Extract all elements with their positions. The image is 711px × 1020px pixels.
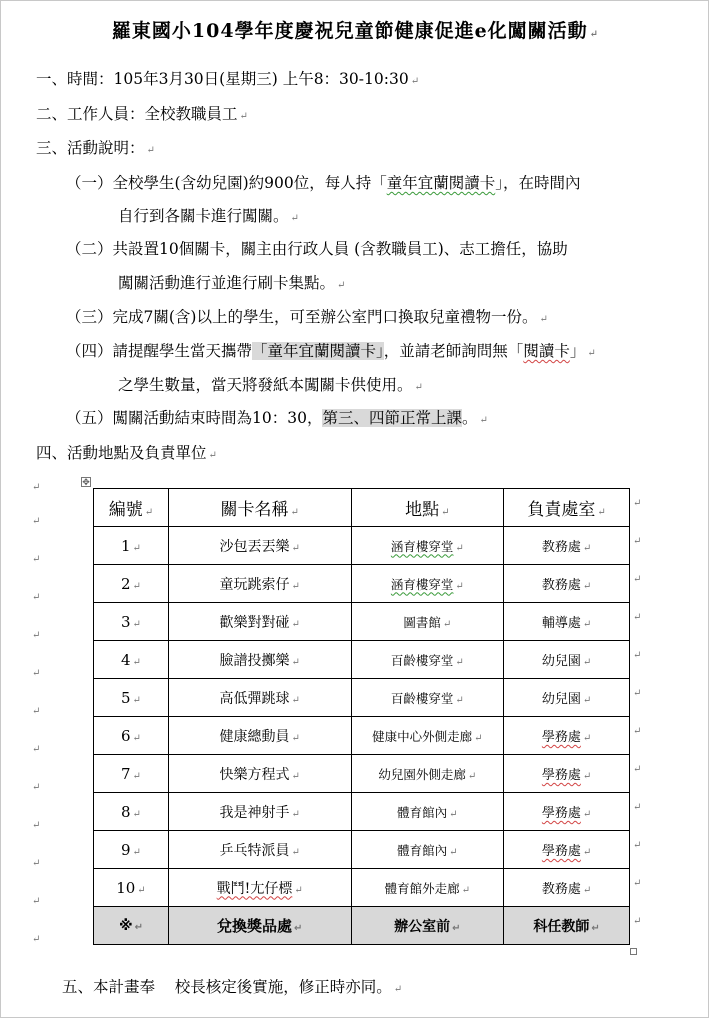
section-plan: 五、本計畫奉 校長核定後實施，修正時亦同。 ↵ xyxy=(62,978,403,996)
cell-location: 體育館內 ↵ xyxy=(351,831,504,869)
table-row-prize xyxy=(94,907,630,945)
table-row xyxy=(94,641,630,679)
row-end-mark: ↵ xyxy=(633,650,642,661)
cell-station-name: 快樂方程式 ↵ xyxy=(168,755,351,793)
item-2: （二）共設置10個關卡，關主由行政人員 (含教職員工)、志工擔任，協助 xyxy=(66,240,568,258)
table-move-handle-icon[interactable]: ✥ xyxy=(82,478,90,488)
cell-office: 教務處 ↵ xyxy=(504,869,630,907)
item-5: （五）闖關活動結束時間為10：30，第三、四節正常上課。 ↵ xyxy=(66,409,488,427)
cell-location: 體育館外走廊 ↵ xyxy=(351,869,504,907)
item-2-continued: 闖關活動進行並進行刷卡集點。 ↵ xyxy=(118,274,346,292)
cell-station-name: 兌換獎品處 ↵ xyxy=(168,907,351,945)
paragraph-mark: ↵ xyxy=(32,744,41,755)
item-4: （四）請提醒學生當天攜帶「童年宜蘭閱讀卡」，並請老師詢問無「閱讀卡」 ↵ xyxy=(66,342,596,360)
header-cell-office: 負責處室 ↵ xyxy=(504,489,630,527)
row-end-mark: ↵ xyxy=(633,916,642,927)
cell-office: 教務處 ↵ xyxy=(504,565,630,603)
cell-station-name: 歡樂對對碰 ↵ xyxy=(168,603,351,641)
item-4-continued: 之學生數量，當天將發紙本闖關卡供使用。 ↵ xyxy=(118,376,423,394)
cell-office: 幼兒園 ↵ xyxy=(504,679,630,717)
table-row xyxy=(94,793,630,831)
paragraph-mark: ↵ xyxy=(32,896,41,907)
paragraph-mark: ↵ xyxy=(32,858,41,869)
item-1-continued: 自行到各關卡進行闖關。 ↵ xyxy=(118,207,299,225)
cell-station-name: 健康總動員 ↵ xyxy=(168,717,351,755)
table-row xyxy=(94,679,630,717)
cell-office: 學務處 ↵ xyxy=(504,755,630,793)
row-end-mark: ↵ xyxy=(633,802,642,813)
row-end-mark: ↵ xyxy=(633,536,642,547)
paragraph-mark: ↵ xyxy=(32,516,41,527)
cell-number: 8 ↵ xyxy=(94,793,169,831)
cell-office: 輔導處 ↵ xyxy=(504,603,630,641)
section-description: 三、活動說明： ↵ xyxy=(36,139,155,157)
cell-number: 4 ↵ xyxy=(94,641,169,679)
header-cell-location: 地點 ↵ xyxy=(351,489,504,527)
cell-office: 教務處 ↵ xyxy=(504,527,630,565)
cell-station-name: 童玩跳索仔 ↵ xyxy=(168,565,351,603)
header-cell-station-name: 關卡名稱 ↵ xyxy=(168,489,351,527)
section-place: 四、活動地點及負責單位 ↵ xyxy=(36,444,217,462)
row-end-mark: ↵ xyxy=(633,878,642,889)
paragraph-mark: ↵ xyxy=(32,706,41,717)
row-end-mark: ↵ xyxy=(633,612,642,623)
cell-office: 幼兒園 ↵ xyxy=(504,641,630,679)
cell-station-name: 高低彈跳球 ↵ xyxy=(168,679,351,717)
table-row xyxy=(94,869,630,907)
table-row xyxy=(94,755,630,793)
cell-number: 6 ↵ xyxy=(94,717,169,755)
cell-station-name: 乒乓特派員 ↵ xyxy=(168,831,351,869)
header-cell-number: 編號 ↵ xyxy=(94,489,169,527)
cell-location: 幼兒園外側走廊 ↵ xyxy=(351,755,504,793)
table-row xyxy=(94,831,630,869)
paragraph-mark: ↵ xyxy=(32,668,41,679)
paragraph-mark: ↵ xyxy=(32,554,41,565)
cell-office: 科任教師 ↵ xyxy=(504,907,630,945)
cell-location: 健康中心外側走廊 ↵ xyxy=(351,717,504,755)
paragraph-mark: ↵ xyxy=(32,630,41,641)
cell-number: 2 ↵ xyxy=(94,565,169,603)
table-resize-handle[interactable] xyxy=(630,948,637,955)
paragraph-mark: ↵ xyxy=(32,592,41,603)
cell-number: 7 ↵ xyxy=(94,755,169,793)
cell-location: 辦公室前 ↵ xyxy=(351,907,504,945)
paragraph-mark: ↵ xyxy=(32,934,41,945)
cell-location: 體育館內 ↵ xyxy=(351,793,504,831)
row-end-mark: ↵ xyxy=(633,688,642,699)
paragraph-mark: ↵ xyxy=(32,820,41,831)
table-header-row xyxy=(94,489,630,527)
cell-location: 百齡樓穿堂 ↵ xyxy=(351,641,504,679)
table-row xyxy=(94,527,630,565)
table-row xyxy=(94,717,630,755)
section-staff: 二、工作人員：全校教職員工 ↵ xyxy=(36,105,248,123)
cell-location: 圖書館 ↵ xyxy=(351,603,504,641)
station-table xyxy=(93,488,630,945)
cell-location: 涵育樓穿堂 ↵ xyxy=(351,527,504,565)
cell-station-name: 沙包丟丟樂 ↵ xyxy=(168,527,351,565)
table-row xyxy=(94,565,630,603)
row-end-mark: ↵ xyxy=(633,498,642,509)
cell-station-name: 我是神射手 ↵ xyxy=(168,793,351,831)
paragraph-mark: ↵ xyxy=(32,782,41,793)
row-end-mark: ↵ xyxy=(633,764,642,775)
cell-number: 5 ↵ xyxy=(94,679,169,717)
cell-station-name: 臉譜投擲樂 ↵ xyxy=(168,641,351,679)
paragraph-mark: ↵ xyxy=(32,482,41,493)
section-time: 一、時間：105年3月30日(星期三) 上午8：30-10:30 ↵ xyxy=(36,70,420,88)
cell-location: 涵育樓穿堂 ↵ xyxy=(351,565,504,603)
cell-station-name: 戰鬥!尢仔標 ↵ xyxy=(168,869,351,907)
cell-number: 9 ↵ xyxy=(94,831,169,869)
document-title: 羅東國小104學年度慶祝兒童節健康促進e化闖關活動 ↵ xyxy=(111,20,600,42)
cell-number: 10 ↵ xyxy=(94,869,169,907)
row-end-mark: ↵ xyxy=(633,726,642,737)
cell-location: 百齡樓穿堂 ↵ xyxy=(351,679,504,717)
row-end-mark: ↵ xyxy=(633,574,642,585)
cell-number: 3 ↵ xyxy=(94,603,169,641)
cell-office: 學務處 ↵ xyxy=(504,717,630,755)
cell-office: 學務處 ↵ xyxy=(504,793,630,831)
item-3: （三）完成7關(含)以上的學生，可至辦公室門口換取兒童禮物一份。 ↵ xyxy=(66,308,548,326)
cell-number: 1 ↵ xyxy=(94,527,169,565)
row-end-mark: ↵ xyxy=(633,840,642,851)
table-row xyxy=(94,603,630,641)
item-1: （一）全校學生(含幼兒園)約900位，每人持「童年宜蘭閱讀卡」，在時間內 xyxy=(66,174,581,192)
cell-number: ※ ↵ xyxy=(94,907,169,945)
cell-office: 學務處 ↵ xyxy=(504,831,630,869)
